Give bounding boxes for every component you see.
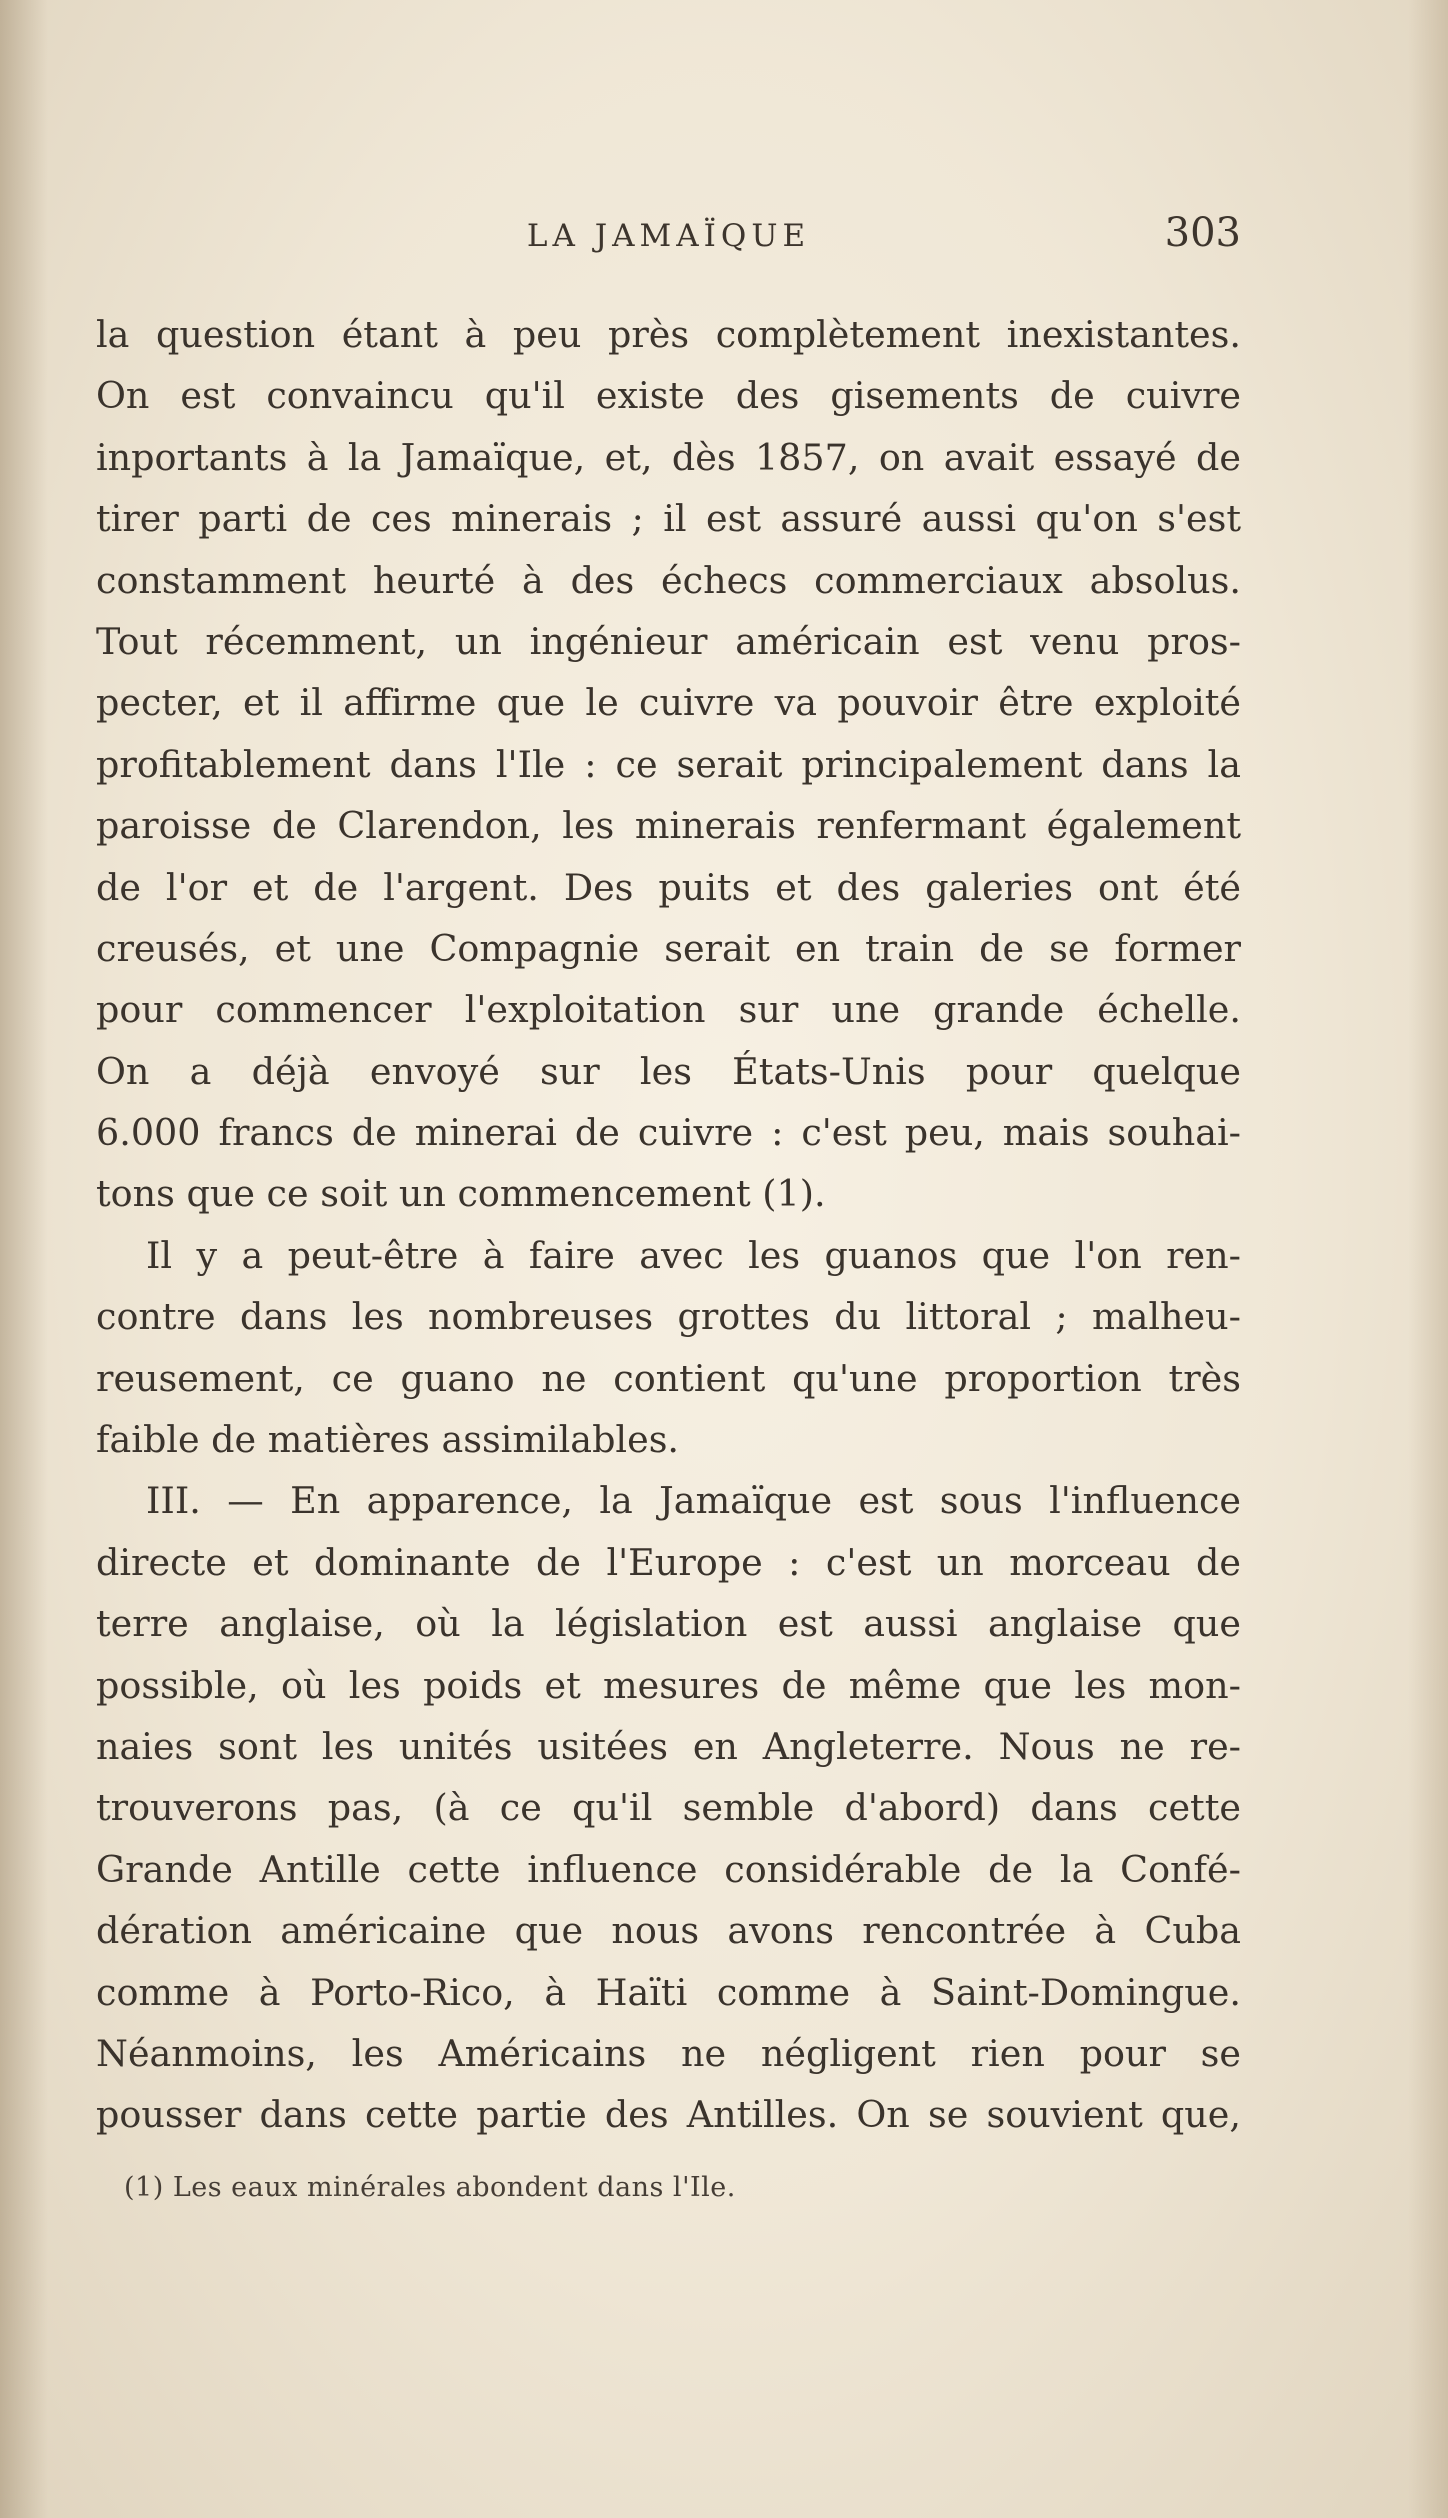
text-line: constamment heurté à des échecs commerciaux absolus.	[96, 558, 1241, 602]
running-head	[96, 210, 1241, 260]
text-line: inportants à la Jamaïque, et, dès 1857, on avait essayé de	[96, 435, 1241, 479]
text-line: 6.000 francs de minerai de cuivre : c'est peu, mais souhai-	[96, 1111, 1241, 1155]
text-line: terre anglaise, où la législation est aussi anglaise que	[96, 1602, 1241, 1646]
text-line: tons que ce soit un commencement (1).	[96, 1172, 826, 1216]
footnote: (1) Les eaux minérales abondent dans l'Ile.	[124, 2172, 736, 2203]
text-line: possible, où les poids et mesures de même que les mon-	[96, 1663, 1241, 1707]
text-line: pousser dans cette partie des Antilles. On se souvient que,	[96, 2093, 1241, 2137]
text-line: profitablement dans l'Ile : ce serait principalement dans la	[96, 742, 1241, 786]
text-line: trouverons pas, (à ce qu'il semble d'abord) dans cette	[96, 1786, 1241, 1830]
text-line: dération américaine que nous avons rencontrée à Cuba	[96, 1909, 1241, 1953]
text-line: reusement, ce guano ne contient qu'une proportion très	[96, 1356, 1241, 1400]
text-line: III. — En apparence, la Jamaïque est sous l'influence	[146, 1479, 1241, 1523]
text-line: faible de matières assimilables.	[96, 1418, 680, 1462]
page-number: 303	[1164, 210, 1241, 256]
body-text	[96, 304, 1241, 2146]
text-line: contre dans les nombreuses grottes du littoral ; malheu-	[96, 1295, 1241, 1339]
text-line: Il y a peut-être à faire avec les guanos que l'on ren-	[146, 1233, 1241, 1277]
text-line: Tout récemment, un ingénieur américain est venu pros-	[96, 619, 1241, 663]
text-line: directe et dominante de l'Europe : c'est un morceau de	[96, 1540, 1241, 1584]
text-line: tirer parti de ces minerais ; il est assuré aussi qu'on s'est	[96, 497, 1241, 541]
text-line: la question étant à peu près complètement inexistantes.	[96, 313, 1241, 356]
text-line: comme à Porto-Rico, à Haïti comme à Saint-Domingue.	[96, 1970, 1241, 2014]
text-line: naies sont les unités usitées en Angleterre. Nous ne re-	[96, 1724, 1241, 1768]
text-line: Grande Antille cette influence considérable de la Confé-	[96, 1847, 1241, 1891]
text-line: On a déjà envoyé sur les États-Unis pour quelque	[96, 1049, 1241, 1093]
text-line: Néanmoins, les Américains ne négligent rien pour se	[96, 2031, 1241, 2075]
text-line: creusés, et une Compagnie serait en train de se former	[96, 926, 1241, 970]
running-title: LA JAMAÏQUE	[526, 218, 811, 254]
text-line: On est convaincu qu'il existe des gisements de cuivre	[96, 374, 1241, 418]
text-line: de l'or et de l'argent. Des puits et des galeries ont été	[96, 865, 1241, 909]
text-line: pecter, et il affirme que le cuivre va pouvoir être exploité	[96, 681, 1241, 725]
text-line: pour commencer l'exploitation sur une grande échelle.	[96, 988, 1241, 1032]
text-line: paroisse de Clarendon, les minerais renfermant également	[96, 804, 1241, 848]
